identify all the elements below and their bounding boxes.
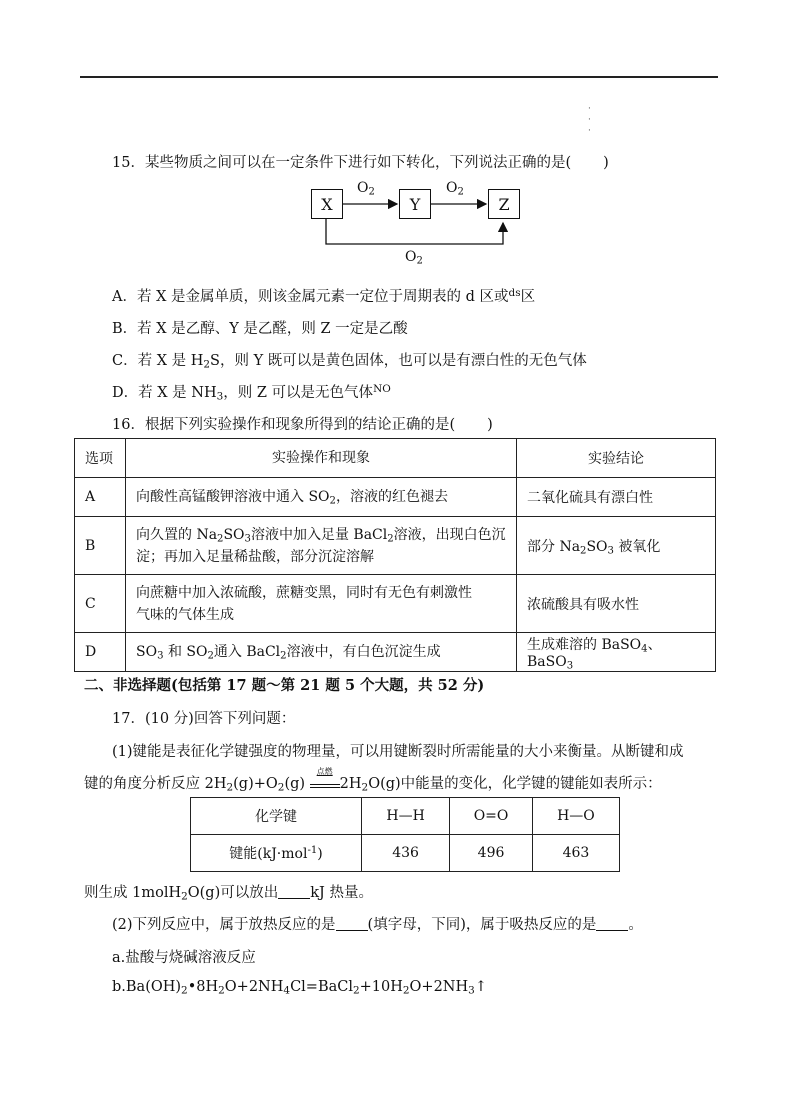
row-operation: 向酸性高锰酸钾溶液中通入 $SO_2$，溶液的红色褪去 (126, 478, 517, 517)
q15-stem-text: 15．某些物质之间可以在一定条件下进行如下转化，下列说法正确的是( (112, 155, 572, 171)
energy-hh: 436 (362, 835, 450, 872)
table-row (75, 478, 716, 517)
header-rule (80, 76, 718, 78)
bond-hh: H—H (362, 798, 450, 835)
arrow-x-z (326, 219, 503, 244)
q16-stem: 16．根据下列实验操作和现象所得到的结论正确的是( ) (112, 417, 493, 433)
margin-dots: · · · (588, 104, 591, 136)
header-operation: 实验操作和现象 (126, 439, 517, 478)
q17-option-b: $b.Ba(OH)_2•8H_2O+2NH_4Cl=BaCl_2+10H_2O+2NH_3↑$ (112, 979, 487, 997)
q17-paragraph-3: 则生成 1molH$_2$O(g)可以放出 kJ 热量。 (84, 885, 373, 903)
node-x: X (311, 189, 343, 219)
table-row (75, 517, 716, 575)
answer-blank-endothermic[interactable] (596, 916, 628, 932)
row-option: A (75, 478, 126, 517)
q15-option-a: A．若 X 是金属单质，则该金属元素一定位于周期表的 d 区或$^{ds}$区 (112, 286, 536, 305)
bond-energy-table (190, 797, 620, 872)
row-conclusion: 浓硫酸具有吸水性 (517, 575, 716, 633)
energy-oo: 496 (450, 835, 533, 872)
q16-table (74, 438, 716, 672)
q15-diagram (0, 0, 800, 280)
ignite-condition: 点燃 (310, 776, 340, 788)
bond-oo: O=O (450, 798, 533, 835)
q17-paragraph-2: 键的角度分析反应 $2H_2(g)+O_2(g)$ 点燃 $2H_2O(g)$中能量的变化，化学键的键能如表所示： (84, 767, 662, 794)
header-option: 选项 (75, 439, 126, 478)
row-conclusion: 二氧化硫具有漂白性 (517, 478, 716, 517)
node-z: Z (488, 189, 520, 219)
q15-option-c: C．若 X 是 $H_2S$，则 Y 既可以是黄色固体，也可以是有漂白性的无色气体 (112, 353, 587, 371)
row-operation: 向蔗糖中加入浓硫酸，蔗糖变黑，同时有无色有刺激性 气味的气体生成 (126, 575, 517, 633)
q15-option-d: D．若 X 是 $NH_3$，则 Z 可以是无色气体$^{NO}$ (112, 382, 391, 403)
q15-stem-close: ) (603, 155, 609, 171)
row-operation: 向久置的 $Na_2SO_3$溶液中加入足量 BaCl$_2$溶液，出现白色沉 淀；再加入足量稀盐酸，部分沉淀溶解 (126, 517, 517, 575)
q17-paragraph-1: (1)键能是表征化学键强度的物理量，可以用键断裂时所需能量的大小来衡量。从断键和成 (112, 744, 684, 760)
row-conclusion: 生成难溶的 BaSO$_4$、BaSO$_3$ (517, 633, 716, 672)
row-option: B (75, 517, 126, 575)
q15-stem (112, 151, 609, 172)
section-title: 二、非选择题 (84, 677, 171, 694)
row-option: D (75, 633, 126, 672)
label-o2-yz: $O_2$ (446, 180, 464, 198)
section-heading (84, 674, 484, 695)
q15-option-b: B．若 X 是乙醇、Y 是乙醛，则 Z 一定是乙酸 (112, 321, 408, 337)
table-row (75, 633, 716, 672)
bond-header: 化学键 (191, 798, 362, 835)
row-option: C (75, 575, 126, 633)
answer-blank[interactable] (278, 884, 310, 900)
table-row (75, 575, 716, 633)
energy-ho: 463 (532, 835, 619, 872)
answer-blank-exothermic[interactable] (336, 916, 368, 932)
energy-label: 键能(kJ·mol$^{-1}$) (191, 835, 362, 872)
row-operation: $SO_3$ 和 $SO_2$通入 BaCl$_2$溶液中，有白色沉淀生成 (126, 633, 517, 672)
q17-stem: 17．(10 分)回答下列问题： (112, 711, 296, 727)
label-o2-xz: $O_2$ (405, 249, 423, 267)
table-row (191, 835, 620, 872)
header-conclusion: 实验结论 (517, 439, 716, 478)
node-y: Y (399, 189, 431, 219)
row-conclusion: 部分 $Na_2SO_3$ 被氧化 (517, 517, 716, 575)
table-header-row (75, 439, 716, 478)
table-row (191, 798, 620, 835)
q17-option-a: a.盐酸与烧碱溶液反应 (112, 950, 256, 966)
label-o2-xy: $O_2$ (357, 180, 375, 198)
bond-ho: H—O (532, 798, 619, 835)
q17-paragraph-4: (2)下列反应中，属于放热反应的是 (填字母，下同)，属于吸热反应的是 。 (112, 917, 643, 933)
section-note: (包括第 17 题～第 21 题 5 个大题，共 52 分) (171, 677, 485, 694)
